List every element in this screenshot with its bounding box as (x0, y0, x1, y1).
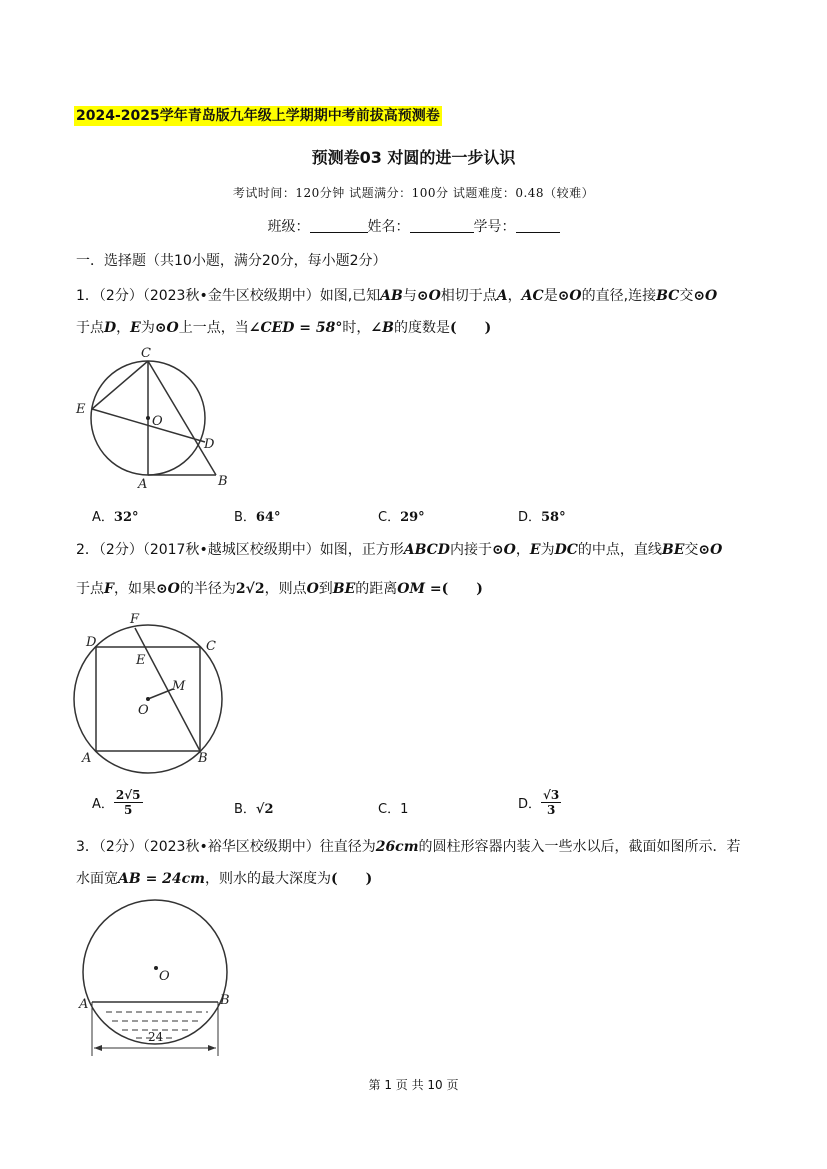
id-label: 学号： (473, 219, 516, 235)
q1-option-c[interactable]: C．29° (378, 510, 425, 525)
q1-option-b[interactable]: B．64° (234, 510, 281, 525)
q3-figure (72, 896, 247, 1061)
q2-center-dot (146, 697, 150, 701)
q3-line2: 水面宽AB = 24cm，则水的最大深度为( ) (76, 871, 373, 887)
q2-option-c[interactable]: C．1 (378, 802, 409, 817)
q3-label-a: A (79, 997, 89, 1012)
student-fields (0, 216, 827, 236)
q1-figure (70, 340, 250, 492)
section-title: 一．选择题（共10小题，满分20分，每小题2分） (76, 253, 387, 269)
page-footer: 第 1 页 共 10 页 (368, 1078, 459, 1092)
q1-label-a: A (138, 477, 148, 492)
q1-line1: 1．（2分）（2023秋•金牛区校级期中）如图,已知AB与⊙O相切于点A，AC是⊙O的直径,连接BC交⊙O (76, 288, 718, 304)
exam-banner: 2024-2025学年青岛版九年级上学期期中考前拔高预测卷 (76, 108, 440, 124)
q3-label-width: 24 (148, 1030, 164, 1044)
id-blank[interactable] (516, 218, 560, 233)
q3-dim-arrow-right (208, 1045, 216, 1051)
q3-center-dot (154, 966, 158, 970)
page-title: 预测卷03 对圆的进一步认识 (311, 148, 516, 167)
q2-label-d: D (86, 635, 97, 650)
q2-label-b: B (198, 751, 208, 766)
q2-line1: 2．（2分）（2017秋•越城区校级期中）如图，正方形ABCD内接于⊙O，E为DC的中点，直线BE交⊙O (76, 542, 723, 558)
q2-option-d[interactable]: D． $\frac{√3}{3}$ (518, 788, 560, 817)
q1-label-c: C (141, 346, 151, 361)
q2-label-c: C (206, 639, 216, 654)
q1-center-dot (146, 416, 150, 420)
q3-line1: 3．（2分）（2023秋•裕华区校级期中）往直径为26cm的圆柱形容器内装入一些水以后，截面如图所示．若 (76, 839, 741, 855)
q2-label-f: F (130, 612, 140, 627)
q2-option-a[interactable]: A． $\frac{2√5}{5}$ (92, 788, 141, 817)
name-blank[interactable] (410, 218, 474, 233)
q1-option-d[interactable]: D．58° (518, 510, 566, 525)
q3-label-b: B (220, 993, 230, 1008)
q3-label-o: O (159, 969, 170, 984)
q3-circle (83, 900, 227, 1044)
q1-label-b: B (218, 474, 228, 489)
name-label: 姓名： (367, 219, 410, 235)
q2-label-a: A (82, 751, 92, 766)
q1-line2: 于点D，E为⊙O上一点，当∠CED = 58°时，∠B的度数是( ) (76, 320, 492, 336)
class-blank[interactable] (310, 218, 368, 233)
class-label: 班级： (267, 219, 310, 235)
q2-label-m: M (172, 679, 186, 694)
q1-label-e: E (76, 402, 86, 417)
q2-option-b[interactable]: B．√2 (234, 802, 274, 817)
q1-label-o: O (152, 414, 163, 429)
exam-meta: 考试时间：120分钟 试题满分：100分 试题难度：0.48（较难） (232, 186, 595, 200)
q1-label-d: D (204, 437, 215, 452)
q2-line2: 于点F，如果⊙O的半径为2√2，则点O到BE的距离OM =( ) (76, 581, 483, 597)
q3-dim-arrow-left (94, 1045, 102, 1051)
q2-label-o: O (138, 703, 149, 718)
q1-option-a[interactable]: A．32° (92, 510, 139, 525)
q2-figure (70, 608, 240, 774)
q2-label-e: E (136, 653, 146, 668)
